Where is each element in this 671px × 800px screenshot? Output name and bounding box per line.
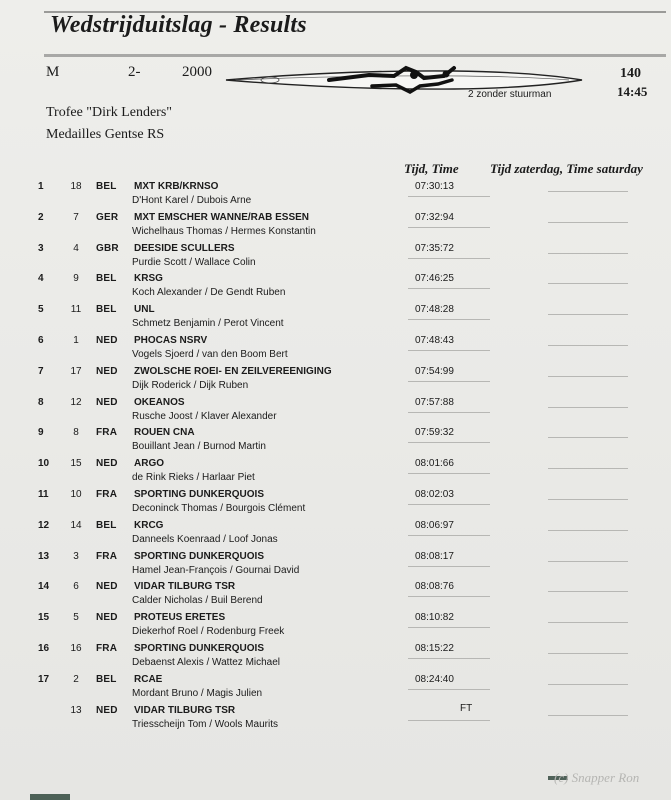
rank: 9 bbox=[38, 427, 44, 439]
corner-mark bbox=[30, 794, 70, 800]
table-row bbox=[0, 422, 671, 453]
finish-time: 07:54:99 bbox=[415, 365, 454, 377]
saturday-time-line bbox=[548, 468, 628, 469]
club-name: OKEANOS bbox=[134, 396, 185, 408]
saturday-time-line bbox=[548, 653, 628, 654]
club-name: MXT KRB/KRNSO bbox=[134, 181, 219, 192]
distance: 2000 bbox=[182, 64, 212, 80]
finish-time: 07:59:32 bbox=[415, 427, 454, 439]
crew-names: Diekerhof Roel / Rodenburg Freek bbox=[132, 626, 285, 638]
race-number: 140 bbox=[620, 66, 641, 81]
category: M bbox=[46, 64, 60, 80]
rank: 17 bbox=[38, 673, 50, 685]
rank: 16 bbox=[38, 643, 50, 654]
rank: 8 bbox=[38, 396, 44, 408]
crew-names: Schmetz Benjamin / Perot Vincent bbox=[132, 318, 284, 330]
club-name: ROUEN CNA bbox=[134, 427, 195, 439]
event-code: 2- bbox=[128, 64, 141, 80]
time-underline bbox=[408, 381, 490, 382]
rank: 6 bbox=[38, 335, 44, 346]
club-name: SPORTING DUNKERQUOIS bbox=[134, 643, 265, 654]
nationality: FRA bbox=[96, 427, 118, 439]
saturday-time-line bbox=[548, 376, 628, 377]
saturday-time-line bbox=[548, 591, 628, 592]
finish-time: 08:08:17 bbox=[415, 550, 454, 562]
time-underline bbox=[408, 319, 490, 320]
club-name: DEESIDE SCULLERS bbox=[134, 242, 235, 254]
saturday-time-line bbox=[548, 283, 628, 284]
crew-names: Purdie Scott / Wallace Colin bbox=[132, 256, 256, 268]
trophy-name: Trofee "Dirk Lenders" bbox=[46, 105, 172, 120]
crew-names: Danneels Koenraad / Loof Jonas bbox=[132, 533, 278, 545]
title-rule bbox=[44, 54, 666, 57]
rank: 13 bbox=[38, 550, 50, 562]
table-row bbox=[0, 176, 671, 207]
nationality: BEL bbox=[96, 181, 117, 192]
time-underline bbox=[408, 442, 490, 443]
club-name: VIDAR TILBURG TSR bbox=[134, 704, 236, 716]
saturday-time-line bbox=[548, 345, 628, 346]
lane-number: 9 bbox=[73, 273, 79, 285]
crew-names: Wichelhaus Thomas / Hermes Konstantin bbox=[132, 225, 316, 237]
lane-number: 13 bbox=[70, 704, 82, 716]
lane-number: 11 bbox=[70, 304, 82, 316]
table-row bbox=[0, 238, 671, 269]
table-row bbox=[0, 299, 671, 330]
table-row bbox=[0, 669, 671, 700]
race-time: 14:45 bbox=[617, 84, 648, 99]
finish-time: 08:02:03 bbox=[415, 489, 454, 500]
saturday-time-line bbox=[548, 530, 628, 531]
rank: 14 bbox=[38, 581, 50, 593]
nationality: NED bbox=[96, 365, 118, 377]
nationality: FRA bbox=[96, 643, 118, 654]
crew-names: Vogels Sjoerd / van den Boom Bert bbox=[132, 349, 288, 360]
time-underline bbox=[408, 566, 490, 567]
time-underline bbox=[408, 196, 490, 197]
lane-number: 12 bbox=[70, 396, 82, 408]
nationality: BEL bbox=[96, 673, 117, 685]
lane-number: 17 bbox=[70, 365, 82, 377]
rank: 10 bbox=[38, 458, 50, 470]
time-underline bbox=[408, 288, 490, 289]
club-name: PHOCAS NSRV bbox=[134, 335, 208, 346]
time-underline bbox=[408, 350, 490, 351]
nationality: NED bbox=[96, 612, 118, 624]
finish-time: 08:10:82 bbox=[415, 612, 454, 624]
saturday-column-header: Tijd zaterdag, Time saturday bbox=[490, 161, 643, 176]
crew-names: Mordant Bruno / Magis Julien bbox=[132, 687, 263, 699]
club-name: MXT EMSCHER WANNE/RAB ESSEN bbox=[134, 211, 310, 223]
nationality: GBR bbox=[96, 242, 119, 254]
finish-time: 07:30:13 bbox=[415, 181, 454, 192]
lane-number: 8 bbox=[73, 427, 79, 439]
table-row bbox=[0, 576, 671, 607]
saturday-time-line bbox=[548, 715, 628, 716]
page-title: Wedstrijduitslag - Results bbox=[50, 12, 307, 38]
table-row bbox=[0, 453, 671, 484]
nationality: GER bbox=[96, 211, 119, 223]
table-row bbox=[0, 484, 671, 515]
rank: 15 bbox=[38, 612, 50, 624]
note: FT bbox=[460, 702, 473, 714]
time-underline bbox=[408, 720, 490, 721]
finish-time: 07:57:88 bbox=[415, 396, 454, 408]
club-name: PROTEUS ERETES bbox=[134, 612, 226, 624]
table-row bbox=[0, 207, 671, 238]
rank: 7 bbox=[38, 365, 44, 377]
boat-class-label: 2 zonder stuurman bbox=[468, 89, 552, 100]
time-underline bbox=[408, 258, 490, 259]
club-name: VIDAR TILBURG TSR bbox=[134, 581, 236, 593]
lane-number: 2 bbox=[73, 673, 79, 685]
rank: 4 bbox=[38, 273, 44, 285]
rank: 12 bbox=[38, 519, 50, 531]
nationality: BEL bbox=[96, 273, 117, 285]
saturday-time-line bbox=[548, 253, 628, 254]
rank: 3 bbox=[38, 242, 44, 254]
lane-number: 7 bbox=[73, 211, 79, 223]
saturday-time-line bbox=[548, 622, 628, 623]
lane-number: 10 bbox=[70, 489, 82, 500]
table-row bbox=[0, 638, 671, 669]
time-underline bbox=[408, 473, 490, 474]
time-underline bbox=[408, 596, 490, 597]
finish-time: 08:15:22 bbox=[415, 643, 454, 654]
crew-names: Bouillant Jean / Burnod Martin bbox=[132, 441, 266, 453]
finish-time: 07:46:25 bbox=[415, 273, 454, 285]
lane-number: 16 bbox=[70, 643, 82, 654]
saturday-time-line bbox=[548, 314, 628, 315]
nationality: BEL bbox=[96, 304, 117, 316]
lane-number: 14 bbox=[70, 519, 82, 531]
table-row bbox=[0, 330, 671, 361]
finish-time: 07:35:72 bbox=[415, 242, 454, 254]
time-underline bbox=[408, 627, 490, 628]
nationality: NED bbox=[96, 581, 118, 593]
crew-names: D'Hont Karel / Dubois Arne bbox=[132, 195, 252, 206]
table-row bbox=[0, 546, 671, 577]
saturday-time-line bbox=[548, 407, 628, 408]
club-name: UNL bbox=[134, 304, 155, 316]
crew-names: Dijk Roderick / Dijk Ruben bbox=[132, 379, 249, 391]
nationality: NED bbox=[96, 335, 118, 346]
medals-sponsor: Medailles Gentse RS bbox=[46, 127, 165, 142]
table-row bbox=[0, 515, 671, 546]
nationality: BEL bbox=[96, 519, 117, 531]
crew-names: Triesscheijn Tom / Wools Maurits bbox=[132, 718, 278, 730]
rank: 11 bbox=[38, 489, 49, 500]
finish-time: 08:08:76 bbox=[415, 581, 454, 593]
time-underline bbox=[408, 504, 490, 505]
table-row bbox=[0, 700, 671, 731]
table-row bbox=[0, 607, 671, 638]
club-name: ARGO bbox=[134, 458, 164, 470]
time-underline bbox=[408, 689, 490, 690]
club-name: ZWOLSCHE ROEI- EN ZEILVEREENIGING bbox=[134, 365, 332, 377]
finish-time: 08:24:40 bbox=[415, 673, 454, 685]
saturday-time-line bbox=[548, 437, 628, 438]
time-underline bbox=[408, 227, 490, 228]
crew-names: Deconinck Thomas / Bourgois Clément bbox=[132, 503, 306, 514]
rank: 2 bbox=[38, 211, 44, 223]
saturday-time-line bbox=[548, 561, 628, 562]
finish-time: 07:48:43 bbox=[415, 335, 454, 346]
time-underline bbox=[408, 658, 490, 659]
finish-time: 07:32:94 bbox=[415, 211, 454, 223]
saturday-time-line bbox=[548, 499, 628, 500]
crew-names: Koch Alexander / De Gendt Ruben bbox=[132, 287, 286, 299]
finish-time: 08:06:97 bbox=[415, 519, 454, 531]
nationality: NED bbox=[96, 458, 118, 470]
crew-names: Debaenst Alexis / Wattez Michael bbox=[132, 657, 281, 668]
rank: 5 bbox=[38, 304, 44, 316]
lane-number: 15 bbox=[70, 458, 82, 470]
finish-time: 07:48:28 bbox=[415, 304, 454, 316]
lane-number: 1 bbox=[73, 335, 79, 346]
time-column-header: Tijd, Time bbox=[404, 161, 459, 176]
club-name: SPORTING DUNKERQUOIS bbox=[134, 489, 265, 500]
nationality: NED bbox=[96, 396, 118, 408]
lane-number: 18 bbox=[70, 181, 82, 192]
crew-names: Hamel Jean-François / Gournai David bbox=[132, 564, 300, 576]
time-underline bbox=[408, 535, 490, 536]
nationality: NED bbox=[96, 704, 118, 716]
club-name: KRSG bbox=[134, 273, 163, 285]
lane-number: 5 bbox=[73, 612, 79, 624]
table-row bbox=[0, 361, 671, 392]
saturday-time-line bbox=[548, 222, 628, 223]
club-name: RCAE bbox=[134, 673, 163, 685]
lane-number: 4 bbox=[73, 242, 79, 254]
finish-time: 08:01:66 bbox=[415, 458, 454, 470]
crew-names: de Rink Rieks / Harlaar Piet bbox=[132, 472, 255, 484]
club-name: KRCG bbox=[134, 519, 164, 531]
saturday-time-line bbox=[548, 684, 628, 685]
nationality: FRA bbox=[96, 489, 118, 500]
saturday-time-line bbox=[548, 191, 628, 192]
crew-names: Calder Nicholas / Buil Berend bbox=[132, 595, 263, 607]
nationality: FRA bbox=[96, 550, 118, 562]
rank: 1 bbox=[38, 181, 44, 192]
time-underline bbox=[408, 412, 490, 413]
table-row bbox=[0, 268, 671, 299]
lane-number: 3 bbox=[73, 550, 79, 562]
club-name: SPORTING DUNKERQUOIS bbox=[134, 550, 265, 562]
watermark: (c) Snapper Ron bbox=[554, 770, 640, 785]
lane-number: 6 bbox=[73, 581, 79, 593]
crew-names: Rusche Joost / Klaver Alexander bbox=[132, 410, 277, 422]
table-row bbox=[0, 392, 671, 423]
